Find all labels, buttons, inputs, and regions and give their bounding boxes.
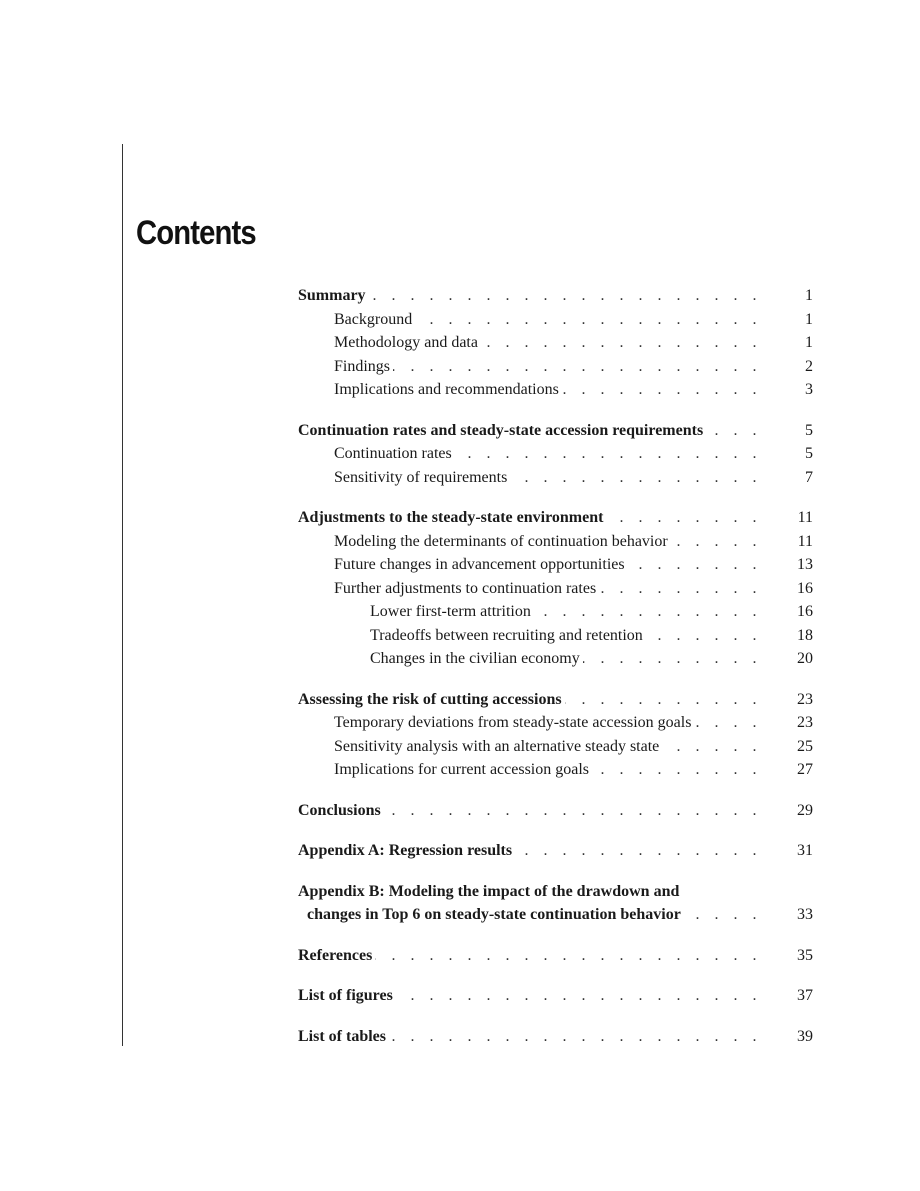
dot-leader bbox=[671, 530, 762, 554]
toc-section bbox=[298, 419, 813, 490]
toc-entry[interactable] bbox=[298, 758, 813, 782]
toc-entry-page: 39 bbox=[797, 1027, 813, 1045]
toc-entry-title: Implications for current accession goals bbox=[334, 761, 590, 778]
toc-entry-page: 2 bbox=[805, 357, 813, 375]
toc-entry[interactable] bbox=[298, 308, 813, 332]
toc-entry-title: Findings bbox=[334, 357, 391, 375]
toc-entry-title: Changes in the civilian economy bbox=[370, 650, 580, 667]
toc-section bbox=[298, 799, 813, 823]
toc-entry-page: 35 bbox=[797, 946, 813, 964]
toc-entry-page: 37 bbox=[797, 987, 813, 1004]
dot-leader bbox=[393, 355, 762, 379]
toc-entry-title: Modeling the determinants of continuation behavior bbox=[334, 532, 668, 550]
dot-leader bbox=[534, 600, 762, 624]
page-title: Contents bbox=[136, 214, 256, 252]
dot-leader bbox=[396, 984, 762, 1008]
toc-entry-title: List of figures bbox=[298, 987, 393, 1004]
toc-entry-page: 5 bbox=[805, 421, 813, 439]
toc-entry-title: Tradeoffs between recruiting and retention bbox=[370, 626, 643, 644]
toc-entry[interactable] bbox=[298, 880, 813, 904]
toc-entry-page: 33 bbox=[797, 906, 813, 923]
toc-entry[interactable] bbox=[298, 466, 813, 490]
toc-entry[interactable] bbox=[298, 577, 813, 601]
toc-entry-page: 27 bbox=[797, 761, 813, 778]
toc-section bbox=[298, 506, 813, 671]
toc-entry-title: Methodology and data bbox=[334, 334, 478, 351]
toc-entry[interactable] bbox=[298, 984, 813, 1008]
dot-leader bbox=[706, 419, 762, 443]
toc-entry[interactable] bbox=[298, 647, 813, 671]
dot-leader bbox=[510, 466, 762, 490]
toc-entry-page: 31 bbox=[797, 842, 813, 859]
toc-entry[interactable] bbox=[298, 553, 813, 577]
toc-entry-page: 13 bbox=[797, 556, 813, 573]
toc-entry-title: Implications and recommendations bbox=[334, 381, 559, 398]
toc-entry[interactable] bbox=[298, 530, 813, 554]
margin-rule bbox=[122, 144, 123, 1046]
dot-leader bbox=[455, 442, 762, 466]
toc-entry-page: 5 bbox=[805, 445, 813, 462]
toc-entry[interactable] bbox=[298, 839, 813, 863]
dot-leader bbox=[628, 553, 762, 577]
toc-entry-page: 25 bbox=[797, 737, 813, 755]
toc-entry-page: 20 bbox=[797, 650, 813, 667]
toc-entry-page: 1 bbox=[805, 334, 813, 351]
toc-entry-page: 11 bbox=[797, 532, 813, 550]
toc-entry[interactable] bbox=[298, 284, 813, 308]
toc-entry-title: changes in Top 6 on steady-state continuation behavior bbox=[307, 906, 681, 923]
toc-entry-title: Adjustments to the steady-state environment bbox=[298, 509, 604, 526]
toc-section bbox=[298, 984, 813, 1008]
toc-entry[interactable] bbox=[298, 506, 813, 530]
toc-entry-page: 29 bbox=[797, 801, 813, 819]
toc-entry[interactable] bbox=[298, 1025, 813, 1049]
toc-entry-title: Temporary deviations from steady-state accession goals bbox=[334, 714, 692, 731]
toc-entry-title: Sensitivity analysis with an alternative steady state bbox=[334, 737, 660, 755]
toc-entry-title: Future changes in advancement opportunities bbox=[334, 556, 625, 573]
toc-entry-title: Background bbox=[334, 310, 413, 328]
toc-entry[interactable] bbox=[298, 355, 813, 379]
dot-leader bbox=[662, 735, 762, 759]
toc-entry-title: References bbox=[298, 946, 373, 964]
toc-entry-title: List of tables bbox=[298, 1027, 386, 1045]
toc-entry-title: Conclusions bbox=[298, 801, 381, 819]
dot-leader bbox=[592, 758, 762, 782]
toc-section bbox=[298, 1025, 813, 1049]
toc-entry[interactable] bbox=[298, 442, 813, 466]
dot-leader bbox=[375, 944, 762, 968]
toc-section bbox=[298, 944, 813, 968]
toc-entry-page: 7 bbox=[805, 468, 813, 486]
toc-entry[interactable] bbox=[298, 624, 813, 648]
toc-entry[interactable] bbox=[298, 799, 813, 823]
toc-entry-title: Sensitivity of requirements bbox=[334, 468, 508, 486]
toc-entry[interactable] bbox=[298, 331, 813, 355]
dot-leader bbox=[583, 647, 762, 671]
dot-leader bbox=[384, 799, 762, 823]
toc-entry-page: 16 bbox=[797, 579, 813, 597]
toc-entry-page: 23 bbox=[797, 714, 813, 731]
dot-leader bbox=[565, 688, 762, 712]
toc-entry[interactable] bbox=[298, 735, 813, 759]
dot-leader bbox=[515, 839, 762, 863]
toc-entry-title: Continuation rates bbox=[334, 445, 452, 462]
toc-section bbox=[298, 688, 813, 782]
toc-section bbox=[298, 284, 813, 402]
toc-entry-title: Appendix A: Regression results bbox=[298, 842, 513, 859]
table-of-contents bbox=[298, 284, 813, 1065]
toc-entry[interactable] bbox=[298, 688, 813, 712]
toc-entry-title: Assessing the risk of cutting accessions bbox=[298, 690, 562, 708]
toc-entry-title: Further adjustments to continuation rates bbox=[334, 579, 597, 597]
dot-leader bbox=[481, 331, 762, 355]
toc-entry-page: 18 bbox=[797, 626, 813, 644]
dot-leader bbox=[599, 577, 762, 601]
toc-entry-page: 1 bbox=[805, 287, 813, 304]
toc-section bbox=[298, 839, 813, 863]
dot-leader bbox=[369, 284, 762, 308]
toc-entry[interactable] bbox=[298, 600, 813, 624]
toc-entry-page: 3 bbox=[805, 381, 813, 398]
toc-entry-title: Continuation rates and steady-state accession requirements bbox=[298, 421, 704, 439]
dot-leader bbox=[606, 506, 762, 530]
toc-entry-title: Summary bbox=[298, 287, 366, 304]
toc-entry[interactable] bbox=[298, 711, 813, 735]
dot-leader bbox=[562, 378, 762, 402]
dot-leader bbox=[684, 903, 762, 927]
toc-section bbox=[298, 880, 813, 927]
toc-entry-page: 23 bbox=[797, 690, 813, 708]
dot-leader bbox=[694, 711, 762, 735]
dot-leader bbox=[646, 624, 762, 648]
toc-entry-page: 11 bbox=[797, 509, 813, 526]
toc-entry-title: Lower first-term attrition bbox=[370, 603, 531, 620]
toc-entry[interactable] bbox=[298, 419, 813, 443]
dot-leader bbox=[415, 308, 762, 332]
toc-entry-title: Appendix B: Modeling the impact of the drawdown and bbox=[298, 882, 680, 900]
toc-entry[interactable] bbox=[298, 903, 813, 927]
toc-entry-page: 1 bbox=[805, 310, 813, 328]
toc-entry[interactable] bbox=[298, 944, 813, 968]
dot-leader bbox=[389, 1025, 762, 1049]
toc-entry[interactable] bbox=[298, 378, 813, 402]
toc-entry-page: 16 bbox=[797, 603, 813, 620]
